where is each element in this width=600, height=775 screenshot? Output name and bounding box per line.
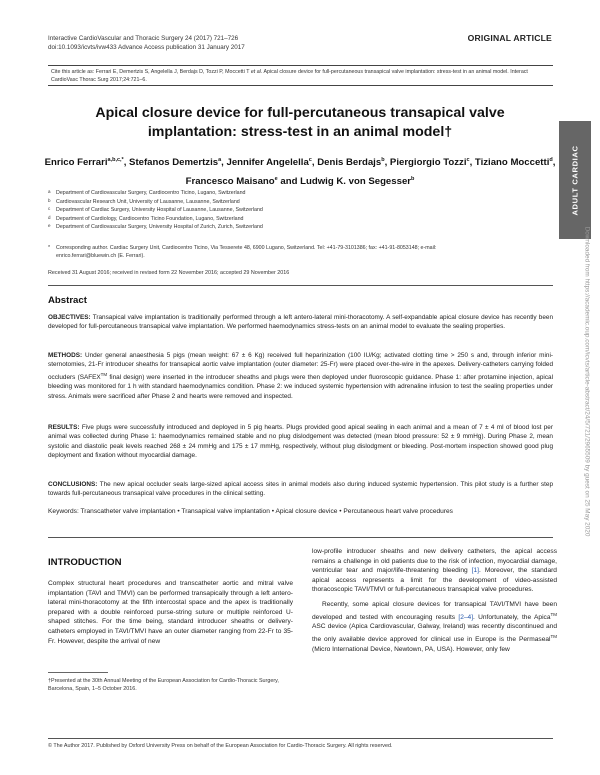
author-name[interactable]: Ludwig K. von Segesser xyxy=(300,176,412,188)
results-text: Five plugs were successfully introduced and deployed in 5 pig hearts. Plugs provided good apical sealing in each animal and a mean of 7 ± 4 ml of blood lost per animal was collected during Phase 1: haemodynamics remained stable and no plug dislodgement was detected (mean blood pressure: 52 ± 9 mmHg). During Phase 2, mean systolic and diastolic peak levels reached 268 ± 24 mmHg and 175 ± 17 mmHg, respectively, without plug dislodgment or bleeding. Post-mortem inspection showed good plug deployment and fixation without myocardial damage. xyxy=(48,424,553,460)
affiliation-item xyxy=(48,198,553,207)
abstract-heading: Abstract xyxy=(48,295,87,306)
affiliation-text: Department of Cardiovascular Surgery, University Hospital of Zurich, Zurich, Switzerland xyxy=(56,224,263,231)
affiliation-text: Cardiovascular Research Unit, University of Lausanne, Lausanne, Switzerland xyxy=(56,198,240,205)
author-name[interactable]: Stefanos Demertzis xyxy=(129,157,219,169)
article-type: ORIGINAL ARTICLE xyxy=(467,33,552,43)
intro-text: . Unfortunately, the Apica xyxy=(473,613,551,621)
intro-text: ASC device (Apica Cardiovascular, Galway, Ireland) was recently discontinued and the only available device approved for clinical use in Europe is the Permaseal xyxy=(312,623,557,644)
affiliation-mark: c xyxy=(48,206,51,212)
intro-left-column xyxy=(48,579,293,646)
objectives-label: OBJECTIVES: xyxy=(48,314,91,321)
affiliation-mark: e xyxy=(48,223,51,229)
author-and: and xyxy=(280,176,298,188)
affiliation-mark: a xyxy=(48,189,51,194)
methods-text: Under general anaesthesia 5 pigs (mean weight: 67 ± 6 Kg) received full heparinization (100 IU/Kg; activated clotting time > 250 s and, through inferior mini-sternotomies, 21-Fr introducer sheaths for transapical aortic valve implantation (outer diameter: 25-Fr) were placed over-the-wire in the apexes. Delivery-catheters carrying folded occluders (SAFEX xyxy=(48,352,553,381)
reference-link[interactable]: [2–4] xyxy=(458,613,474,621)
article-title: Apical closure device for full-percutaneous transapical valve implantation: stress-test in an animal model† xyxy=(95,105,505,140)
abstract-conclusions xyxy=(48,480,553,499)
affiliation-item xyxy=(48,206,553,215)
author-affil: c xyxy=(308,157,312,163)
corresponding-author xyxy=(48,244,553,261)
methods-label: METHODS: xyxy=(48,352,83,359)
citation-et-al: et al. xyxy=(250,69,263,75)
citation-authors: Ferrari E, Demertzis S, Angelella J, Berdajs D, Tozzi P, Moccetti T xyxy=(95,69,250,75)
divider xyxy=(48,738,553,739)
affiliation-item xyxy=(48,215,553,224)
corresponding-email[interactable]: enrico.ferrari@bluewin.ch (E. Ferrari). xyxy=(56,253,145,260)
trademark: TM xyxy=(550,611,557,617)
author-sep: , xyxy=(552,157,556,169)
corresponding-mark: * xyxy=(48,245,51,251)
affiliation-item xyxy=(48,189,553,198)
conclusions-label: CONCLUSIONS: xyxy=(48,481,98,488)
trademark: TM xyxy=(550,633,557,639)
intro-right-column xyxy=(312,547,557,654)
divider xyxy=(48,537,553,538)
author-name[interactable]: Enrico Ferrari xyxy=(44,157,108,169)
affiliation-mark: b xyxy=(48,197,51,203)
trademark: TM xyxy=(100,371,108,377)
author-name[interactable]: Piergiorgio Tozzi xyxy=(389,157,467,169)
citation-text: Apical closure device for full-percutaneous transapical valve implantation: stress-test in an animal model. Interact CardioVasc Thorac Surg 2017;24:721–6. xyxy=(51,69,528,84)
abstract-objectives xyxy=(48,313,553,332)
author-affil: a,b,c,* xyxy=(107,157,124,163)
keywords-text: Transcatheter valve implantation • Transapical valve implantation • Apical closure device • Percutaneous heart valve procedures xyxy=(80,508,453,515)
intro-text: Recently, some apical closure devices for transapical TAVI/TMVI have been developed and tested with encouraging results xyxy=(312,600,557,621)
intro-text: low-profile introducer sheaths and new delivery catheters, the apical access remains a challenge in old patients due to the risk of infection, myocardial damage, ventricular tear and major/life-threatening bleeding xyxy=(312,548,557,575)
copyright: © The Author 2017. Published by Oxford University Press on behalf of the European Association for Cardio-Thoracic Surgery. All rights reserved. xyxy=(48,743,393,749)
corresponding-line: Corresponding author. Cardiac Surgery Unit, Cardiocentro Ticino, Via Tesserete 48, 6900 Lugano, Switzerland. Tel: +41-79-3101386; fax: +41-91-8053148; e-mail: xyxy=(56,245,437,251)
citation-label: Cite this article as: xyxy=(51,69,95,75)
methods-text-cont: final design) were inserted in the introducer sheaths and plugs were then deployed under fluoroscopic guidance. Phase 1: after protamine injection, apical bleeding was monitored for 1 h with standard haemodynamics condition. Phase 2: we induced systemic hypertension with adrenaline infusion to test the sealing properties under stress. Animals were sacrificed after Phase 2 and hearts were removed and inspected. xyxy=(48,373,553,400)
intro-paragraph xyxy=(312,547,557,595)
affiliation-mark: d xyxy=(48,214,51,220)
conclusions-text: The new apical occluder seals large-sized apical access sites in animal models also during induced systemic hypertension. This pilot study is a further step towards full-percutaneous transapical valve procedures in the clinical setting. xyxy=(48,481,554,498)
author-affil: e xyxy=(274,176,278,183)
author-name[interactable]: Jennifer Angelella xyxy=(226,157,309,169)
author-name[interactable]: Tiziano Moccetti xyxy=(474,157,550,169)
author-name[interactable]: Francesco Maisano xyxy=(185,176,275,188)
doi-line: doi:10.1093/icvts/ivw433 Advance Access publication 31 January 2017 xyxy=(48,44,245,52)
download-watermark xyxy=(582,208,592,548)
affiliations xyxy=(48,189,553,232)
affiliation-text: Department of Cardiovascular Surgery, Cardiocentro Ticino, Lugano, Switzerland xyxy=(56,190,246,196)
author-sep: , xyxy=(469,157,473,169)
journal-line: Interactive CardioVascular and Thoracic Surgery 24 (2017) 721–726 xyxy=(48,35,239,42)
author-affil: b xyxy=(381,157,385,163)
author-sep: , xyxy=(384,157,388,169)
author-affil: b xyxy=(411,176,415,183)
intro-text: . Moreover, the standard apical access represents a limit for the development of video-assisted thoracoscopic TAVI/TMVI or full-percutaneous transapical valve procedures. xyxy=(312,567,557,594)
affiliation-text: Department of Cardiology, Cardiocentro Ticino Foundation, Lugano, Switzerland xyxy=(56,215,244,222)
author-affil: a xyxy=(218,157,222,163)
citation-box xyxy=(48,65,553,86)
author-sep: , xyxy=(311,157,315,169)
results-label: RESULTS: xyxy=(48,424,80,431)
objectives-text: Transapical valve implantation is traditionally performed through a left antero-lateral mini-thoracotomy. A self-expandable apical closure device has recently been developed for full-percutaneous transapical valve implantation. We performed haemodynamics stress-tests on an animal model to evaluate the sealing properties. xyxy=(48,314,553,331)
introduction-heading: INTRODUCTION xyxy=(48,557,122,568)
footnote: †Presented at the 30th Annual Meeting of the European Association for Cardio-Thoracic Surgery, Barcelona, Spain, 1–5 October 2016. xyxy=(48,678,279,693)
divider xyxy=(48,285,553,286)
author-sep: , xyxy=(123,157,127,169)
author-list xyxy=(40,152,560,190)
intro-left-text: Complex structural heart procedures and transcatheter aortic and mitral valve implantation (TAVI and TMVI) can be performed transapically through a left antero-lateral mini-thoracotomy at the fifth intercostal space and the apex is traditionally prepared with a double reinforced purse-string suture or multiple reinforced U-shaped stitches. For the time being, standard introducer sheaths or delivery-catheters employed in TAVI/TMVI have an outer diameter ranging from 22-Fr to 35-Fr. However, despite the arrival of new xyxy=(48,580,293,645)
intro-paragraph xyxy=(312,600,557,654)
download-text: Downloaded from https://academic.oup.com/icvts/article-abstract/24/5/721/2965509 by guest on 25 May 2020 xyxy=(583,226,591,537)
side-tab-label: ADULT CARDIAC xyxy=(570,144,580,216)
author-sep: , xyxy=(221,157,224,169)
author-name[interactable]: Denis Berdajs xyxy=(317,157,382,169)
footnote-divider xyxy=(48,672,108,673)
intro-text: (Micro International Device, Newtown, PA, USA). However, only few xyxy=(312,645,510,653)
affiliation-text: Department of Cardiac Surgery, University Hospital of Lausanne, Lausanne, Switzerland xyxy=(56,207,263,214)
received-dates: Received 31 August 2016; received in revised form 22 November 2016; accepted 29 November 2016 xyxy=(48,270,290,276)
affiliation-item xyxy=(48,223,553,232)
keywords-label: Keywords: xyxy=(48,508,79,515)
reference-link[interactable]: [1] xyxy=(471,567,479,575)
author-affil: c xyxy=(466,157,470,163)
abstract-results xyxy=(48,423,553,461)
abstract-methods xyxy=(48,351,553,401)
author-affil: d xyxy=(549,157,553,163)
keywords xyxy=(48,507,553,516)
journal-header xyxy=(48,34,245,52)
